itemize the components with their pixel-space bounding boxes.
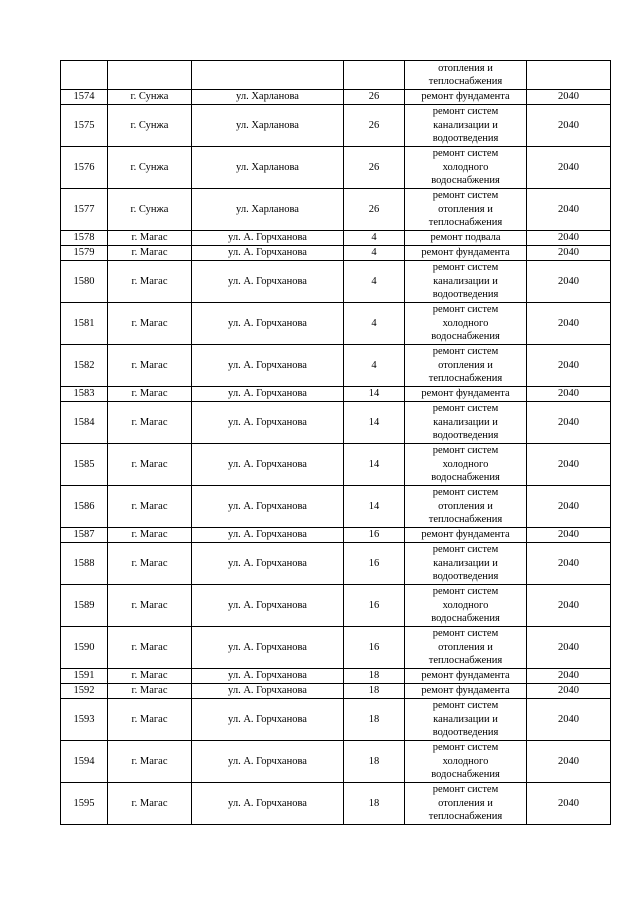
city-cell: г. Магас [108,543,192,585]
work-type-line: канализации и [433,275,498,287]
work-type-line: теплоснабжения [428,811,503,823]
row-number-cell: 1575 [61,105,108,147]
table-row [61,783,611,825]
work-type-line: ремонт систем [432,403,499,415]
year-cell: 2040 [527,303,611,345]
table-row [61,147,611,189]
year-cell: 2040 [527,261,611,303]
repair-schedule-table [60,60,611,825]
table-row [61,303,611,345]
work-type-cell [405,486,527,528]
work-type-cell [405,741,527,783]
work-type-line: ремонт систем [432,190,499,202]
house-number-cell: 16 [344,543,405,585]
row-number-cell: 1590 [61,627,108,669]
row-number-cell: 1588 [61,543,108,585]
street-cell: ул. А. Горчханова [192,699,344,741]
house-number-cell: 4 [344,345,405,387]
street-cell: ул. А. Горчханова [192,387,344,402]
row-number-cell: 1587 [61,528,108,543]
year-cell [527,61,611,90]
work-type-line: ремонт фундамента [421,388,510,400]
work-type-line: канализации и [433,119,498,131]
street-cell: ул. А. Горчханова [192,528,344,543]
house-number-cell: 4 [344,231,405,246]
year-cell: 2040 [527,783,611,825]
work-type-line: холодного [442,755,489,767]
city-cell [108,61,192,90]
work-type-line: ремонт систем [432,742,499,754]
table-body [61,61,611,825]
year-cell: 2040 [527,345,611,387]
row-number-cell: 1591 [61,669,108,684]
work-type-cell [405,90,527,105]
work-type-line: водоотведения [432,289,499,301]
street-cell: ул. Харланова [192,147,344,189]
city-cell: г. Магас [108,585,192,627]
house-number-cell: 14 [344,486,405,528]
year-cell: 2040 [527,741,611,783]
street-cell: ул. А. Горчханова [192,684,344,699]
work-type-line: водоснабжения [431,613,500,625]
row-number-cell: 1581 [61,303,108,345]
table-row [61,231,611,246]
row-number-cell: 1574 [61,90,108,105]
house-number-cell: 26 [344,90,405,105]
work-type-line: ремонт фундамента [421,685,510,697]
street-cell: ул. А. Горчханова [192,345,344,387]
work-type-line: ремонт фундамента [421,91,510,103]
house-number-cell: 18 [344,669,405,684]
work-type-cell [405,303,527,345]
street-cell [192,61,344,90]
street-cell: ул. А. Горчханова [192,627,344,669]
house-number-cell: 18 [344,741,405,783]
year-cell: 2040 [527,189,611,231]
street-cell: ул. А. Горчханова [192,585,344,627]
table-row [61,61,611,90]
table-row [61,90,611,105]
year-cell: 2040 [527,402,611,444]
work-type-cell [405,189,527,231]
year-cell: 2040 [527,528,611,543]
house-number-cell [344,61,405,90]
street-cell: ул. Харланова [192,189,344,231]
city-cell: г. Магас [108,345,192,387]
row-number-cell [61,61,108,90]
work-type-line: ремонт систем [432,784,499,796]
work-type-line: ремонт систем [432,148,499,160]
work-type-line: канализации и [433,713,498,725]
work-type-cell [405,444,527,486]
work-type-line: теплоснабжения [428,655,503,667]
work-type-line: водоотведения [432,727,499,739]
street-cell: ул. А. Горчханова [192,261,344,303]
work-type-cell [405,699,527,741]
row-number-cell: 1578 [61,231,108,246]
work-type-line: ремонт подвала [430,232,501,244]
work-type-line: ремонт фундамента [421,247,510,259]
table-row [61,528,611,543]
house-number-cell: 4 [344,261,405,303]
work-type-cell [405,543,527,585]
year-cell: 2040 [527,543,611,585]
house-number-cell: 14 [344,444,405,486]
street-cell: ул. А. Горчханова [192,402,344,444]
table-row [61,387,611,402]
row-number-cell: 1594 [61,741,108,783]
work-type-line: ремонт систем [432,487,499,499]
street-cell: ул. А. Горчханова [192,741,344,783]
work-type-line: отопления и [438,500,493,512]
work-type-line: ремонт фундамента [421,670,510,682]
street-cell: ул. А. Горчханова [192,486,344,528]
city-cell: г. Магас [108,741,192,783]
work-type-line: отопления и [438,797,493,809]
table-row [61,486,611,528]
work-type-cell [405,345,527,387]
work-type-line: водоснабжения [431,472,500,484]
table-row [61,585,611,627]
city-cell: г. Магас [108,699,192,741]
work-type-line: водоснабжения [431,331,500,343]
year-cell: 2040 [527,585,611,627]
table-row [61,669,611,684]
table-row [61,543,611,585]
street-cell: ул. А. Горчханова [192,669,344,684]
house-number-cell: 14 [344,402,405,444]
house-number-cell: 26 [344,105,405,147]
table-row [61,741,611,783]
row-number-cell: 1583 [61,387,108,402]
work-type-cell [405,528,527,543]
table-row [61,261,611,303]
work-type-line: отопления и [438,359,493,371]
year-cell: 2040 [527,105,611,147]
row-number-cell: 1582 [61,345,108,387]
work-type-line: ремонт систем [432,628,499,640]
work-type-line: теплоснабжения [428,514,503,526]
work-type-line: отопления и [438,203,493,215]
table-row [61,402,611,444]
work-type-cell [405,585,527,627]
work-type-line: водоотведения [432,430,499,442]
work-type-cell [405,147,527,189]
work-type-line: теплоснабжения [428,373,503,385]
street-cell: ул. А. Горчханова [192,231,344,246]
street-cell: ул. Харланова [192,90,344,105]
work-type-line: ремонт систем [432,262,499,274]
work-type-line: водоснабжения [431,175,500,187]
work-type-line: холодного [442,599,489,611]
work-type-line: ремонт систем [432,544,499,556]
work-type-cell [405,783,527,825]
work-type-line: ремонт систем [432,106,499,118]
row-number-cell: 1589 [61,585,108,627]
work-type-line: теплоснабжения [428,217,503,229]
city-cell: г. Сунжа [108,147,192,189]
house-number-cell: 16 [344,627,405,669]
table-row [61,684,611,699]
row-number-cell: 1593 [61,699,108,741]
work-type-line: ремонт фундамента [421,529,510,541]
table-row [61,699,611,741]
year-cell: 2040 [527,699,611,741]
city-cell: г. Магас [108,303,192,345]
street-cell: ул. А. Горчханова [192,246,344,261]
work-type-cell [405,387,527,402]
row-number-cell: 1576 [61,147,108,189]
row-number-cell: 1579 [61,246,108,261]
row-number-cell: 1580 [61,261,108,303]
work-type-cell [405,231,527,246]
row-number-cell: 1592 [61,684,108,699]
work-type-line: ремонт систем [432,445,499,457]
city-cell: г. Магас [108,231,192,246]
row-number-cell: 1585 [61,444,108,486]
house-number-cell: 26 [344,189,405,231]
work-type-cell [405,627,527,669]
city-cell: г. Магас [108,402,192,444]
city-cell: г. Магас [108,528,192,543]
city-cell: г. Магас [108,783,192,825]
row-number-cell: 1595 [61,783,108,825]
work-type-line: водоснабжения [431,769,500,781]
table-row [61,189,611,231]
work-type-line: теплоснабжения [428,76,503,87]
row-number-cell: 1577 [61,189,108,231]
year-cell: 2040 [527,486,611,528]
work-type-line: холодного [442,458,489,470]
house-number-cell: 14 [344,387,405,402]
house-number-cell: 18 [344,699,405,741]
table-row [61,246,611,261]
house-number-cell: 4 [344,303,405,345]
year-cell: 2040 [527,387,611,402]
city-cell: г. Магас [108,444,192,486]
work-type-line: ремонт систем [432,346,499,358]
table-row [61,105,611,147]
city-cell: г. Магас [108,684,192,699]
year-cell: 2040 [527,246,611,261]
work-type-cell [405,105,527,147]
city-cell: г. Магас [108,261,192,303]
work-type-line: водоотведения [432,571,499,583]
house-number-cell: 26 [344,147,405,189]
work-type-line: канализации и [433,557,498,569]
city-cell: г. Магас [108,246,192,261]
work-type-line: отопления и [438,641,493,653]
year-cell: 2040 [527,684,611,699]
row-number-cell: 1586 [61,486,108,528]
table-row [61,627,611,669]
year-cell: 2040 [527,669,611,684]
city-cell: г. Сунжа [108,189,192,231]
year-cell: 2040 [527,444,611,486]
house-number-cell: 16 [344,585,405,627]
street-cell: ул. А. Горчханова [192,543,344,585]
work-type-line: холодного [442,317,489,329]
house-number-cell: 4 [344,246,405,261]
row-number-cell: 1584 [61,402,108,444]
work-type-cell [405,246,527,261]
year-cell: 2040 [527,231,611,246]
work-type-line: канализации и [433,416,498,428]
work-type-cell [405,261,527,303]
street-cell: ул. А. Горчханова [192,444,344,486]
year-cell: 2040 [527,147,611,189]
work-type-line: холодного [442,161,489,173]
house-number-cell: 16 [344,528,405,543]
street-cell: ул. А. Горчханова [192,783,344,825]
city-cell: г. Магас [108,387,192,402]
work-type-line: отопления и [438,62,493,74]
city-cell: г. Магас [108,669,192,684]
work-type-cell [405,684,527,699]
work-type-line: водоотведения [432,133,499,145]
city-cell: г. Магас [108,627,192,669]
street-cell: ул. А. Горчханова [192,303,344,345]
work-type-cell [405,61,527,90]
house-number-cell: 18 [344,684,405,699]
work-type-line: ремонт систем [432,304,499,316]
table-row [61,345,611,387]
work-type-cell [405,669,527,684]
work-type-line: ремонт систем [432,700,499,712]
work-type-line: ремонт систем [432,586,499,598]
city-cell: г. Сунжа [108,90,192,105]
year-cell: 2040 [527,627,611,669]
city-cell: г. Магас [108,486,192,528]
street-cell: ул. Харланова [192,105,344,147]
year-cell: 2040 [527,90,611,105]
table-row [61,444,611,486]
city-cell: г. Сунжа [108,105,192,147]
house-number-cell: 18 [344,783,405,825]
work-type-cell [405,402,527,444]
